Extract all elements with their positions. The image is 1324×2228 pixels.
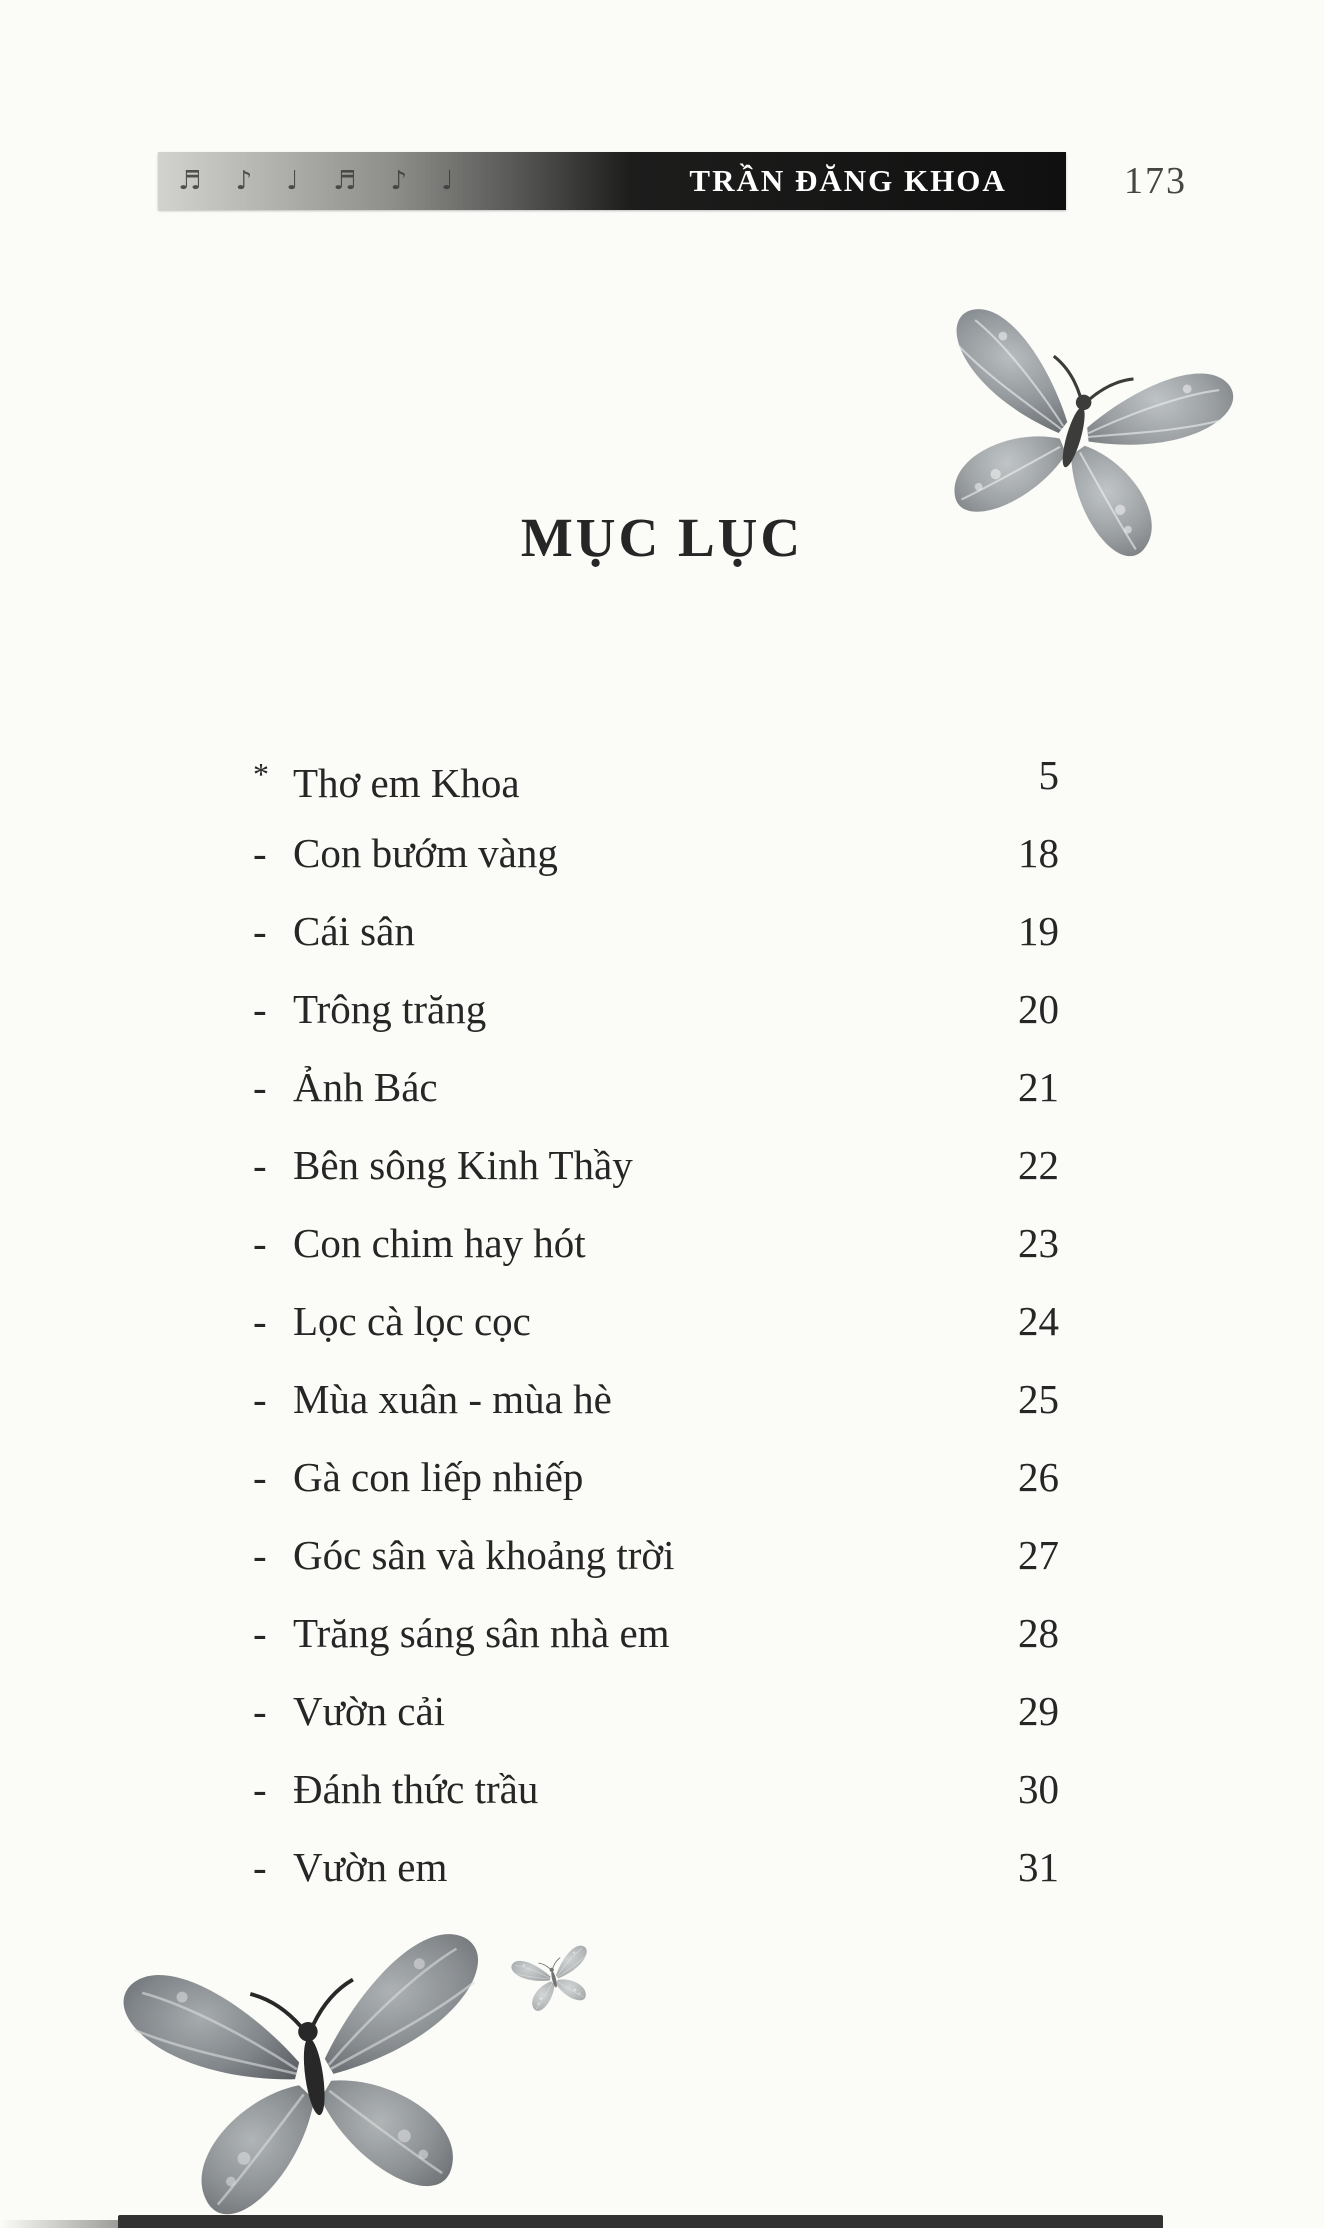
toc-entry-text: Vườn cải [293, 1688, 446, 1734]
page-scan-edge [118, 2215, 1163, 2228]
toc-entry [253, 1282, 1059, 1360]
toc-entry-page-number: 21 [1018, 1064, 1059, 1110]
toc-entry-page-number: 23 [1018, 1220, 1059, 1266]
toc-entry-page-number: 31 [1018, 1844, 1059, 1890]
toc-entry [253, 1672, 1059, 1750]
toc-entry-page-number: 22 [1018, 1142, 1059, 1188]
toc-entry-marker: * [253, 757, 269, 792]
toc-entry-title [253, 1594, 670, 1672]
author-name: TRẦN ĐĂNG KHOA [689, 163, 1007, 198]
toc-entry-page-number: 26 [1018, 1454, 1059, 1500]
toc-entry [253, 970, 1059, 1048]
page-scan-edge-corner [0, 2220, 120, 2228]
toc-entry-text: Góc sân và khoảng trời [293, 1532, 675, 1578]
toc-entry-marker: - [253, 1766, 267, 1812]
toc-entry-marker: - [253, 1142, 267, 1188]
toc-entry-title [253, 1360, 612, 1438]
toc-entry [253, 814, 1059, 892]
toc-entry-text: Lọc cà lọc cọc [293, 1298, 531, 1344]
toc-entry-text: Trăng sáng sân nhà em [293, 1610, 670, 1656]
toc-entry-page-number: 5 [1038, 752, 1059, 798]
butterfly-illustration-small [504, 1933, 603, 2025]
toc-entry-title [253, 1282, 531, 1360]
toc-entry-title [253, 892, 415, 970]
toc-entry-marker: - [253, 1688, 267, 1734]
toc-entry [253, 1516, 1059, 1594]
butterfly-illustration-bottom [96, 1879, 532, 2228]
author-banner [158, 152, 1066, 210]
toc-entry-text: Vườn em [293, 1844, 448, 1890]
toc-entry-text: Bên sông Kinh Thầy [293, 1142, 633, 1188]
toc-entry-text: Thơ em Khoa [293, 760, 520, 806]
toc-entry-text: Gà con liếp nhiếp [293, 1454, 584, 1500]
toc-entry-title [253, 1126, 633, 1204]
toc-entry-marker: - [253, 1064, 267, 1110]
toc-entry-page-number: 24 [1018, 1298, 1059, 1344]
toc-entry-page-number: 20 [1018, 986, 1059, 1032]
toc-entry-text: Con bướm vàng [293, 830, 558, 876]
toc-entry-marker: - [253, 830, 267, 876]
toc-entry-page-number: 30 [1018, 1766, 1059, 1812]
toc-entry-marker: - [253, 908, 267, 954]
toc-entry-page-number: 19 [1018, 908, 1059, 954]
toc-entry-page-number: 27 [1018, 1532, 1059, 1578]
toc-entry [253, 736, 1059, 814]
toc-entry [253, 1048, 1059, 1126]
toc-entry-page-number: 28 [1018, 1610, 1059, 1656]
toc-entry-title [253, 736, 520, 814]
toc-entry-page-number: 29 [1018, 1688, 1059, 1734]
toc-entry-title [253, 1750, 538, 1828]
music-notes-icon: ♬ ♪ ♩ ♬ ♪ ♩ [178, 166, 467, 196]
toc-entry-text: Ảnh Bác [293, 1064, 438, 1110]
toc-title: MỤC LỤC [520, 507, 804, 568]
toc-entry-page-number: 25 [1018, 1376, 1059, 1422]
toc-entry-marker: - [253, 1844, 267, 1890]
toc-entry-text: Con chim hay hót [293, 1220, 586, 1266]
toc-entry-text: Mùa xuân - mùa hè [293, 1376, 612, 1422]
toc-entry-marker: - [253, 1376, 267, 1422]
toc-list [253, 736, 1059, 1906]
toc-entry-marker: - [253, 1454, 267, 1500]
toc-entry-marker: - [253, 1220, 267, 1266]
toc-entry [253, 892, 1059, 970]
toc-entry-title [253, 1438, 583, 1516]
toc-entry [253, 1204, 1059, 1282]
toc-entry [253, 1126, 1059, 1204]
toc-entry-title [253, 1672, 445, 1750]
toc-entry-title [253, 970, 486, 1048]
toc-entry-marker: - [253, 1610, 267, 1656]
toc-entry-page-number: 18 [1018, 830, 1059, 876]
toc-entry [253, 1750, 1059, 1828]
toc-entry-marker: - [253, 1298, 267, 1344]
toc-entry [253, 1594, 1059, 1672]
toc-entry-text: Đánh thức trầu [293, 1766, 539, 1812]
toc-entry-title [253, 1048, 438, 1126]
toc-entry [253, 1438, 1059, 1516]
page-number: 173 [1124, 160, 1187, 202]
toc-entry-marker: - [253, 986, 267, 1032]
toc-entry-text: Cái sân [293, 908, 415, 954]
toc-entry-title [253, 1204, 586, 1282]
toc-entry-text: Trông trăng [293, 986, 487, 1032]
toc-entry-title [253, 1516, 674, 1594]
toc-entry [253, 1360, 1059, 1438]
toc-entry-title [253, 814, 558, 892]
toc-entry-marker: - [253, 1532, 267, 1578]
